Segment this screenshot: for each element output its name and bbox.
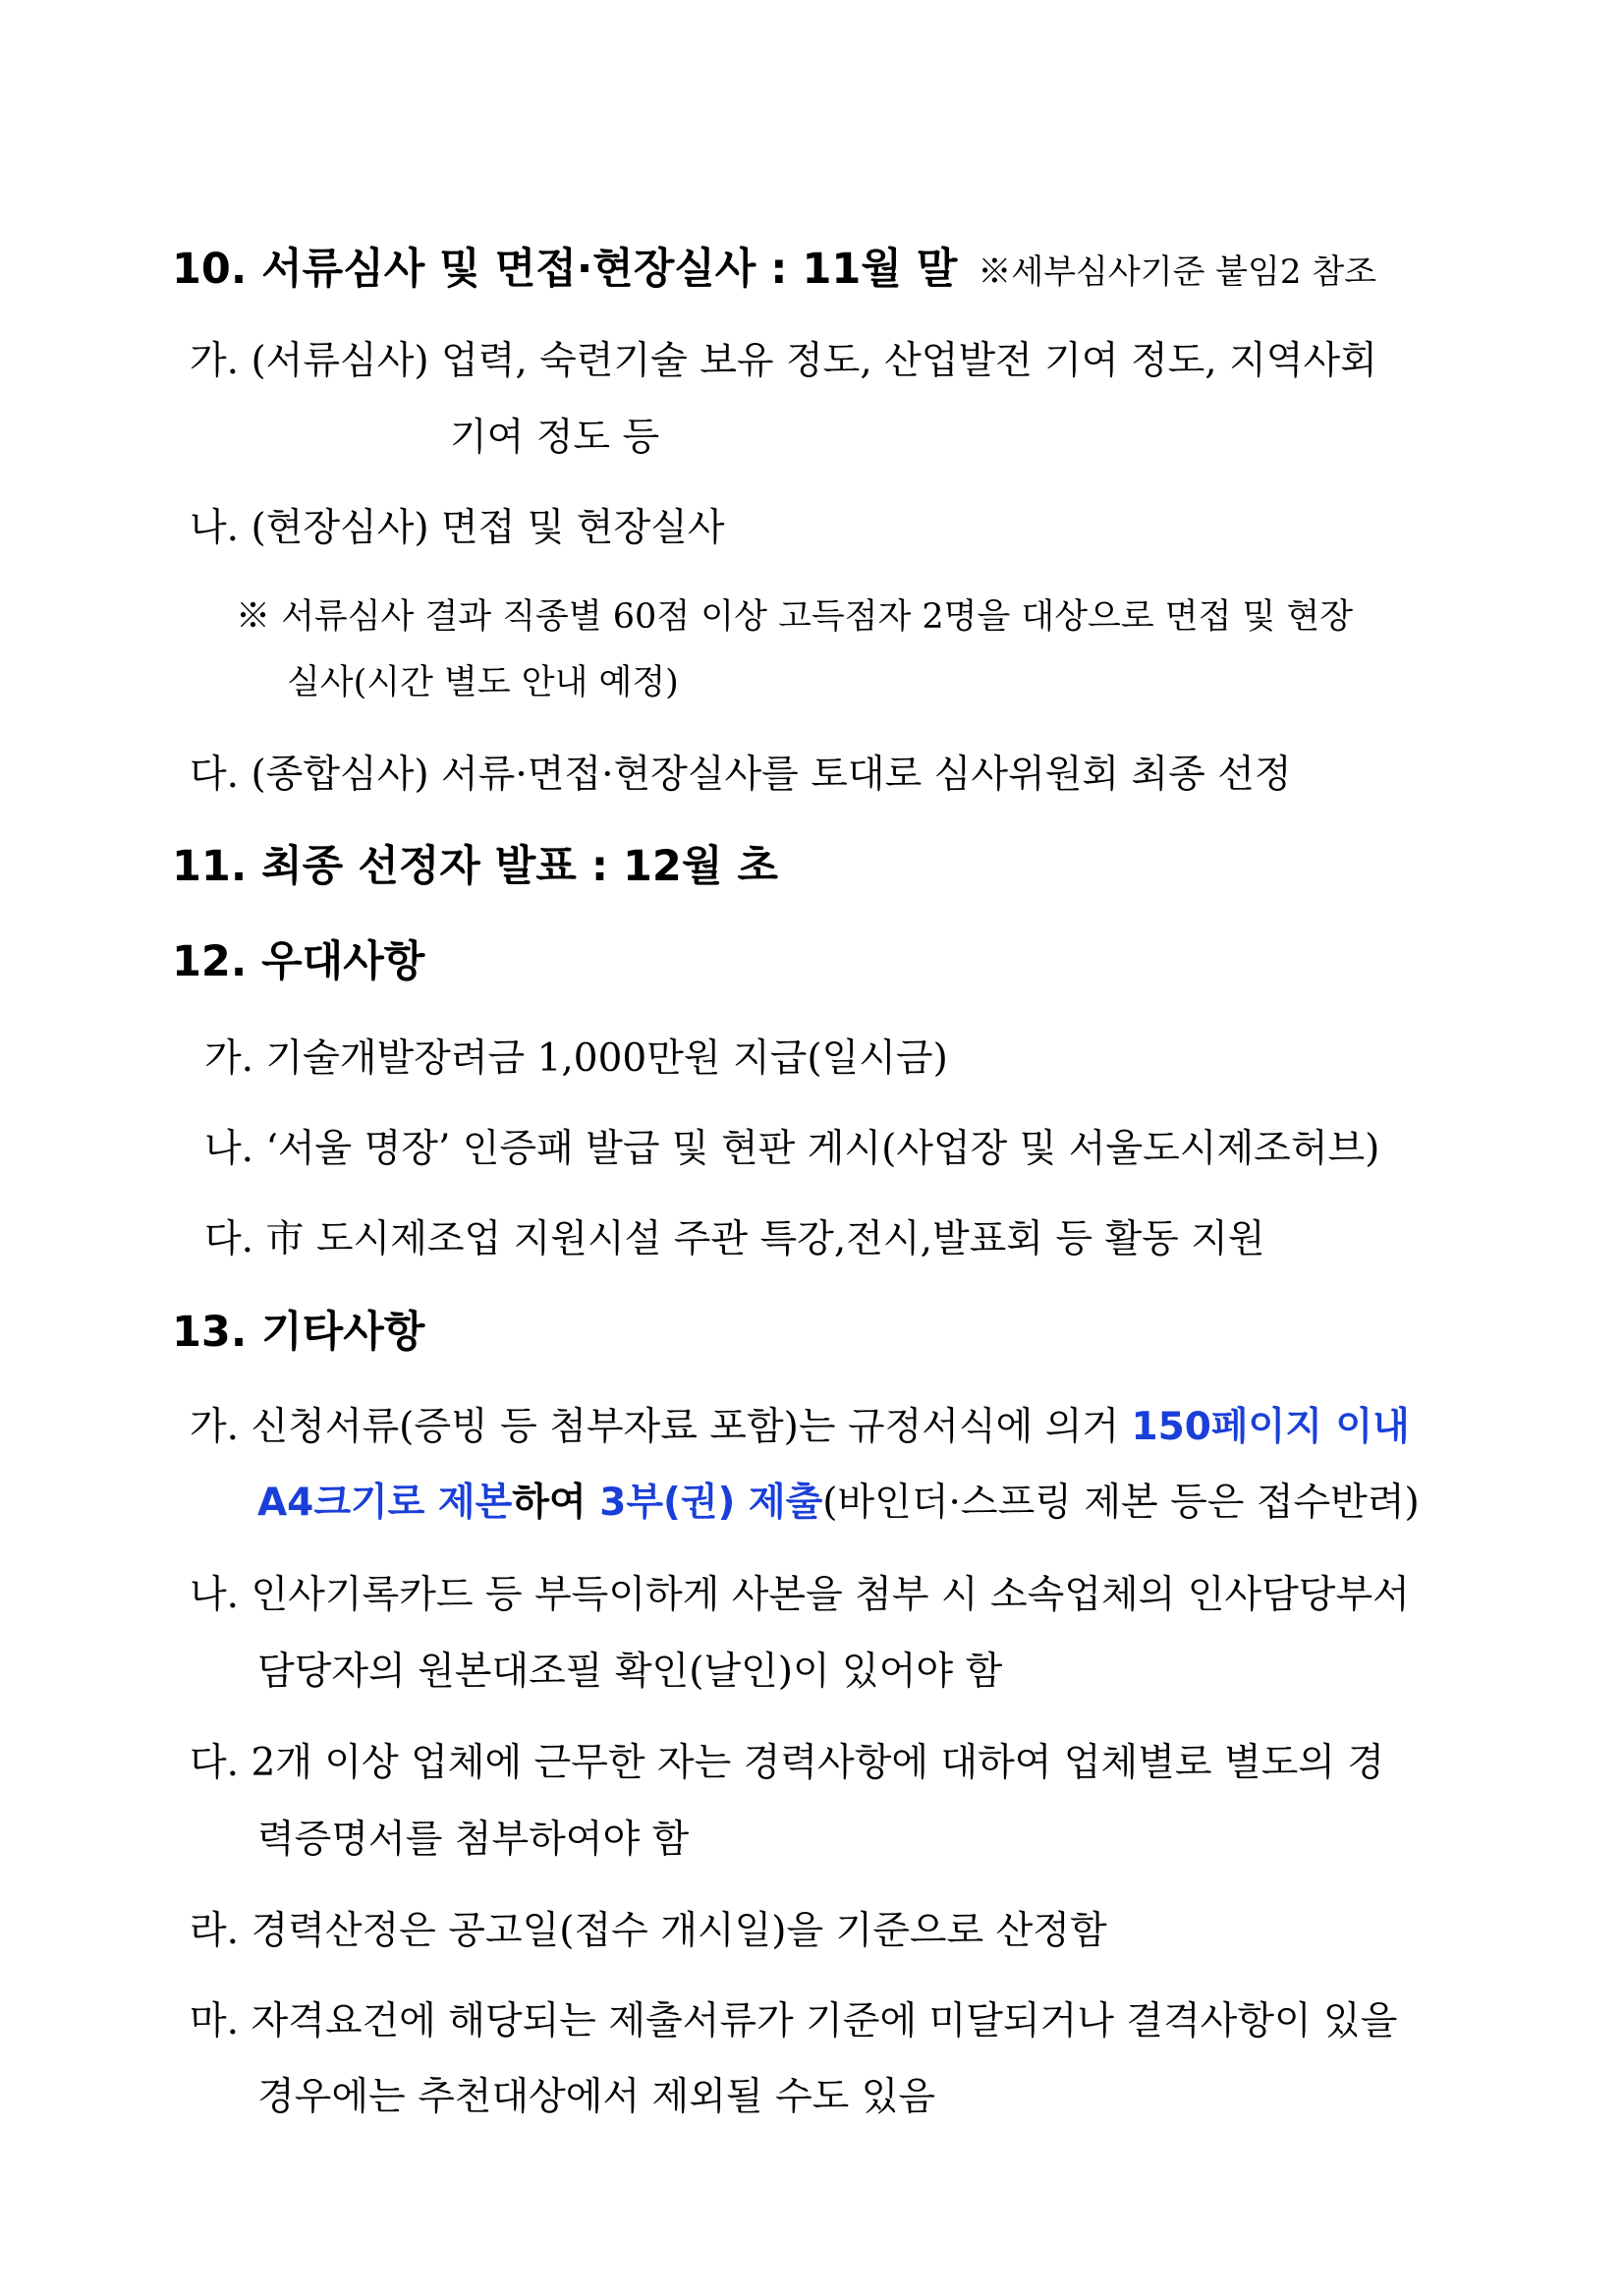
section-12-item-ga: 가. 기술개발장려금 1,000만원 지급(일시금) bbox=[204, 1036, 948, 1081]
section-13-item-na-line2: 담당자의 원본대조필 확인(날인)이 있어야 함 bbox=[257, 1650, 1003, 1694]
section-13-item-ga-line2 bbox=[257, 1481, 1420, 1525]
section-13-item-ma-line1: 마. 자격요건에 해당되는 제출서류가 기준에 미달되거나 결격사항이 있을 bbox=[190, 1999, 1398, 2044]
section-10-item-na: 나. (현장심사) 면접 및 현장실사 bbox=[190, 506, 725, 550]
section-10-note: ※세부심사기준 붙임2 참조 bbox=[978, 252, 1377, 292]
section-13-ga-remark: (바인더·스프링 제본 등은 접수반려) bbox=[822, 1481, 1420, 1525]
section-10-heading bbox=[172, 245, 1377, 294]
section-10-note2-line2: 실사(시간 별도 안내 예정) bbox=[287, 663, 679, 702]
section-13-item-da-line1: 다. 2개 이상 업체에 근무한 자는 경력사항에 대하여 업체별로 별도의 경 bbox=[190, 1741, 1385, 1785]
section-13-item-ma-line2: 경우에는 추천대상에서 제외될 수도 있음 bbox=[257, 2075, 936, 2119]
section-12-heading: 12. 우대사항 bbox=[172, 937, 425, 986]
section-13-item-ra: 라. 경력산정은 공고일(접수 개시일)을 기준으로 산정함 bbox=[190, 1909, 1107, 1953]
section-10-note2-line1: ※ 서류심사 결과 직종별 60점 이상 고득점자 2명을 대상으로 면접 및 현장 bbox=[236, 597, 1354, 637]
highlight-copies: 3부(권) 제출 bbox=[599, 1481, 823, 1525]
highlight-a4-binding: A4크기로 제본 bbox=[257, 1481, 513, 1525]
section-13-item-na-line1: 나. 인사기록카드 등 부득이하게 사본을 첨부 시 소속업체의 인사담당부서 bbox=[190, 1573, 1410, 1617]
section-13-item-ga-line1 bbox=[190, 1405, 1410, 1449]
section-13-heading: 13. 기타사항 bbox=[172, 1308, 425, 1357]
section-10-item-ga-line2: 기여 정도 등 bbox=[450, 416, 660, 460]
highlight-page-limit: 150페이지 이내 bbox=[1131, 1405, 1410, 1449]
section-13-ga-text: 가. 신청서류(증빙 등 첨부자료 포함)는 규정서식에 의거 bbox=[190, 1405, 1132, 1449]
section-13-ga-connector: 하여 bbox=[512, 1481, 600, 1525]
section-10-item-ga-line1: 가. (서류심사) 업력, 숙련기술 보유 정도, 산업발전 기여 정도, 지역사회 bbox=[190, 339, 1377, 383]
section-12-item-da: 다. 市 도시제조업 지원시설 주관 특강,전시,발표회 등 활동 지원 bbox=[204, 1217, 1265, 1261]
section-13-item-da-line2: 력증명서를 첨부하여야 함 bbox=[257, 1818, 690, 1862]
section-11-heading: 11. 최종 선정자 발표 : 12월 초 bbox=[172, 842, 778, 891]
section-10-item-da: 다. (종합심사) 서류·면접·현장실사를 토대로 심사위원회 최종 선정 bbox=[190, 753, 1292, 797]
section-10-title: 10. 서류심사 및 면접·현장실사 : 11월 말 bbox=[172, 245, 958, 294]
section-12-item-na: 나. ‘서울 명장’ 인증패 발급 및 현판 게시(사업장 및 서울도시제조허브) bbox=[204, 1127, 1380, 1171]
